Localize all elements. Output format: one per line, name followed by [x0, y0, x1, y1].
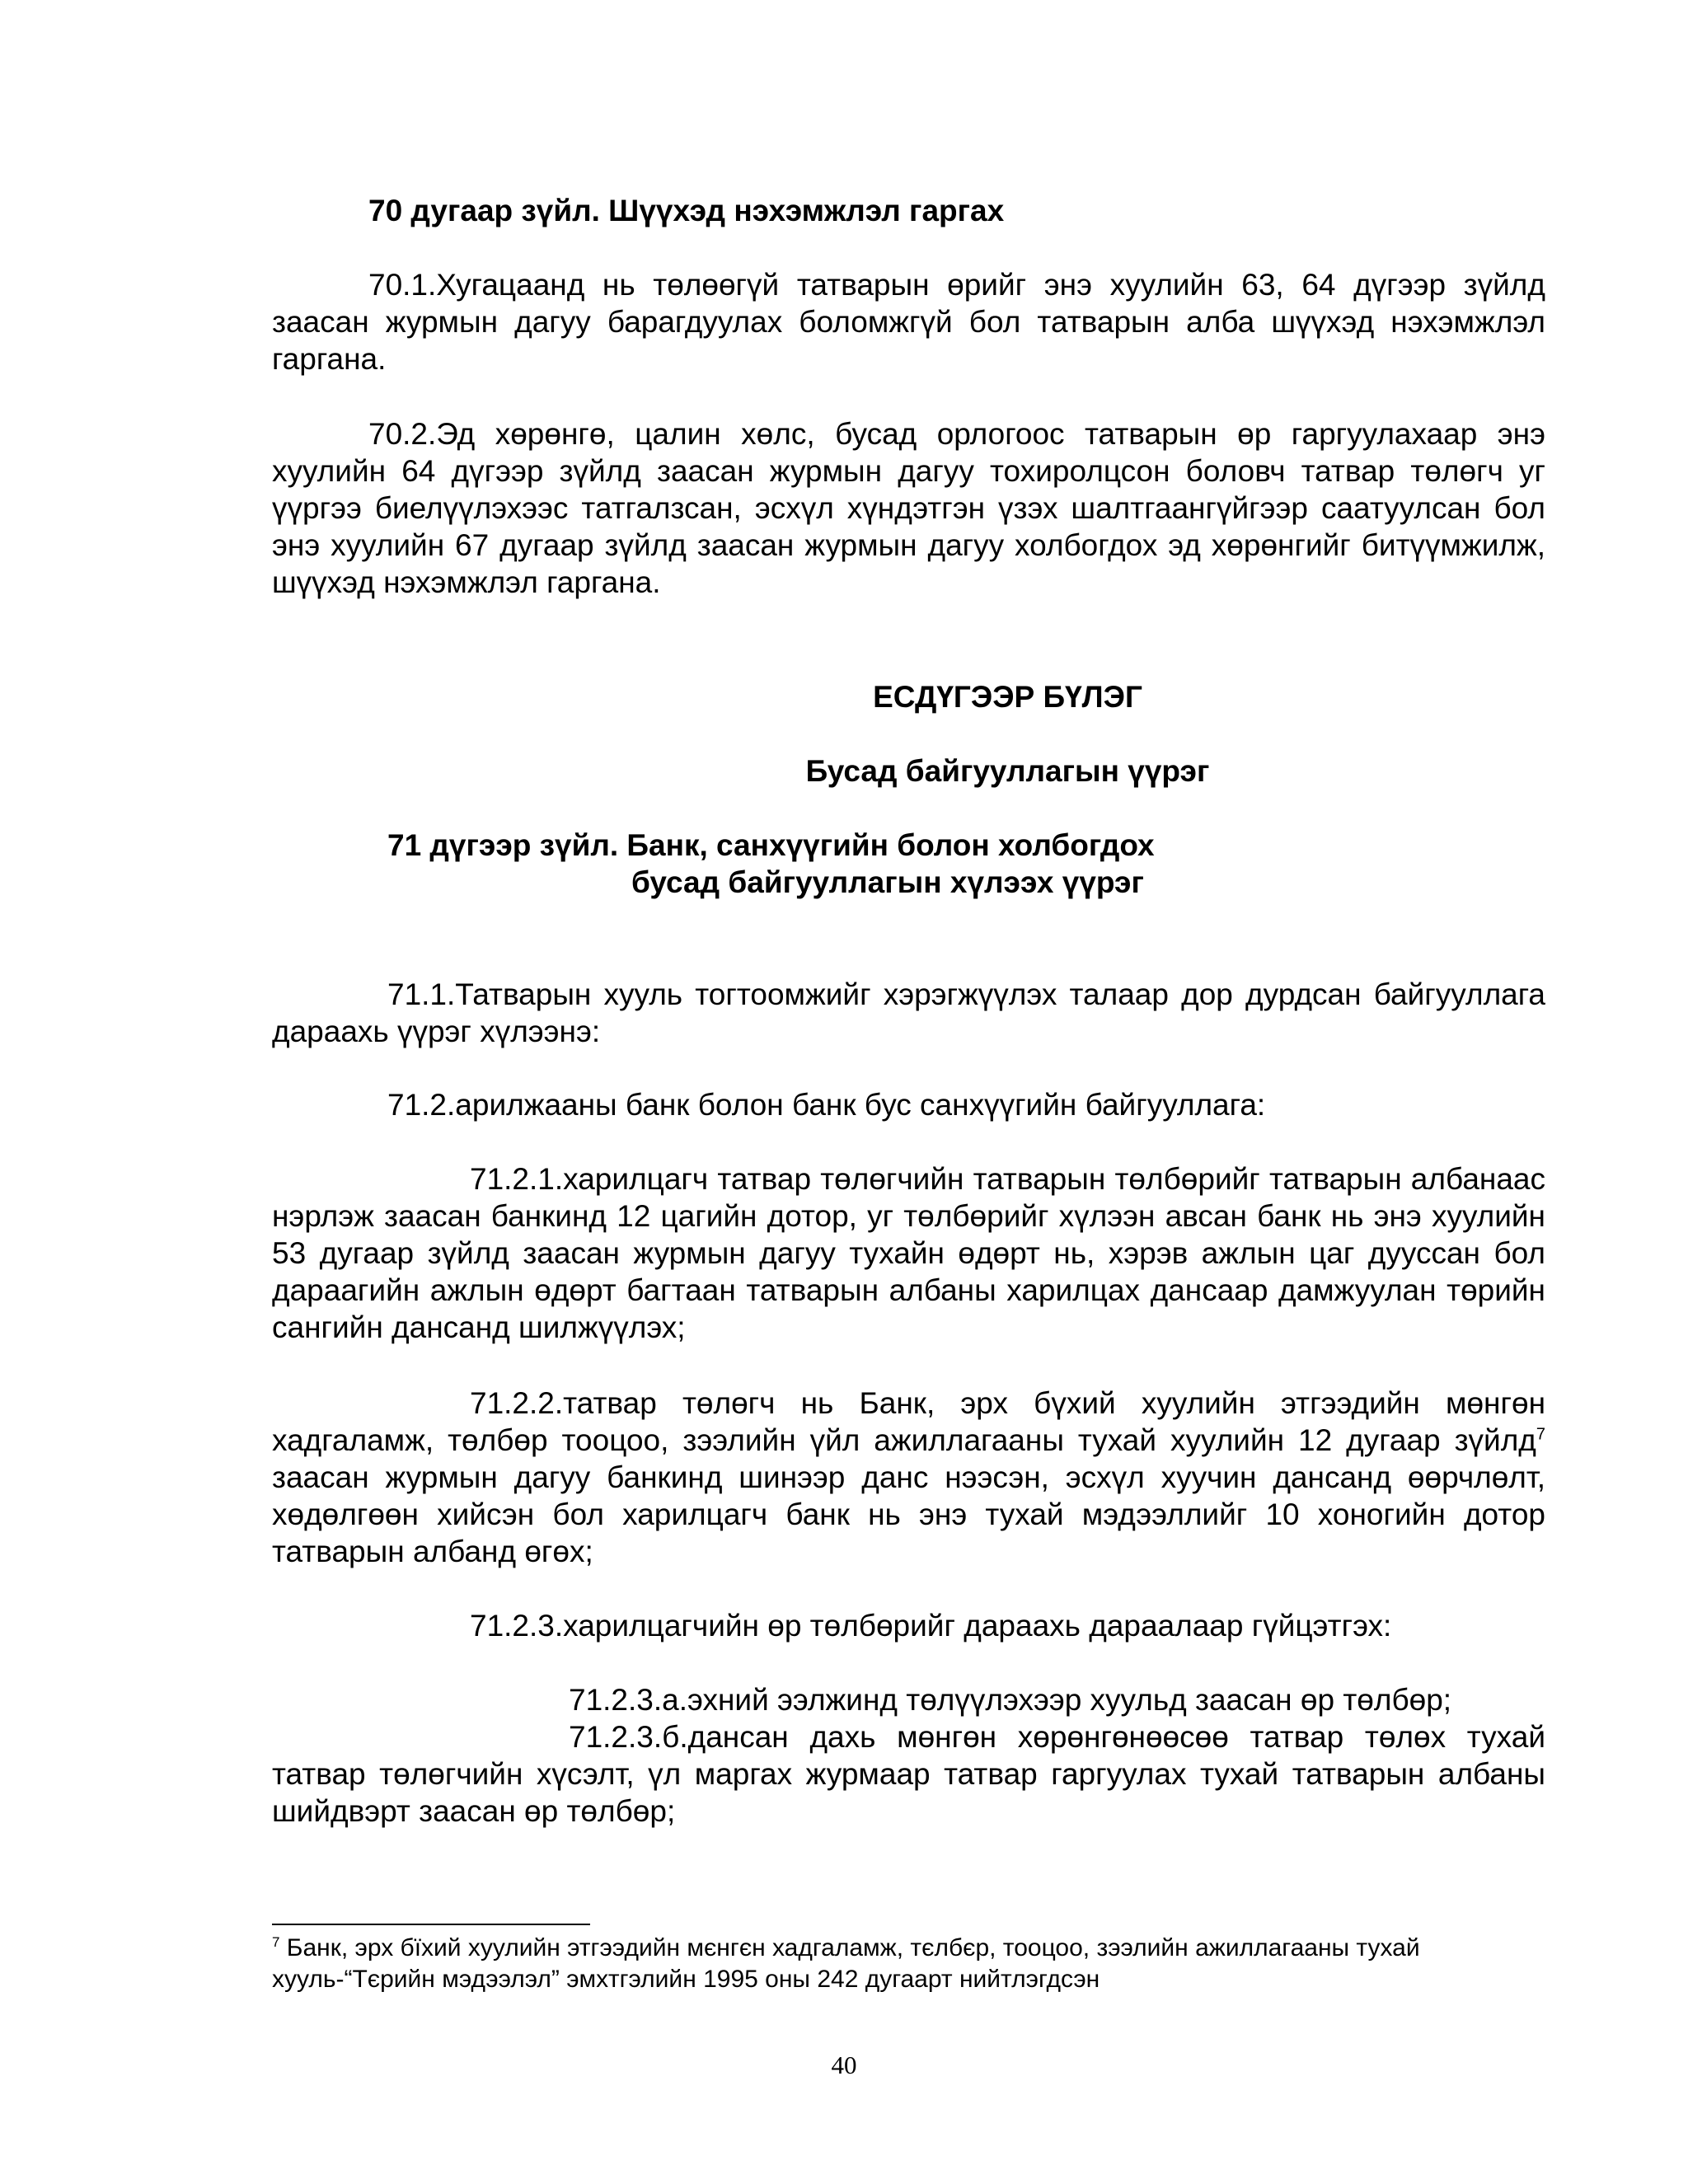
paragraph-71-2-2-text-b: заасан журмын дагуу банкинд шинээр данс нээсэн, эсхүл хуучин дансанд өөрчлөлт, хөдөлгөөн хийсэн бол харилцагч банк нь энэ тухай мэдээллийг 10 хоногийн дотор татварын албанд өгөх; [272, 1460, 1545, 1568]
paragraph-70-1: 70.1.Хугацаанд нь төлөөгүй татварын өрийг энэ хуулийн 63, 64 дүгээр зүйлд заасан журмын дагуу барагдуулах боломжгүй бол татварын алба шүүхэд нэхэмжлэл гаргана. [272, 268, 1545, 376]
chapter-number: ЕСДҮГЭЭР БҮЛЭГ [873, 680, 1142, 714]
paragraph-71-2-3-a: 71.2.3.а.эхний ээлжинд төлүүлэхээр хуульд заасан өр төлбөр; [569, 1683, 1452, 1717]
footnote-mark: 7 [272, 1934, 280, 1950]
footnote-reference: 7 [1536, 1425, 1545, 1444]
paragraph-71-1: 71.1.Татварын хууль тогтоомжийг хэрэгжүүлэх талаар дор дурдсан байгууллага дараахь үүрэг хүлээнэ: [272, 977, 1545, 1048]
paragraph-71-2-1: 71.2.1.харилцагч татвар төлөгчийн татварын төлбөрийг татварын албанаас нэрлэж заасан банкинд 12 цагийн дотор, уг төлбөрийг хүлээн авсан банк нь энэ хуулийн 53 дугаар зүйлд заасан журмын дагуу тухайн өдөрт нь, хэрэв ажлын цаг дууссан бол дараагийн ажлын өдөрт багтаан татварын албаны харилцах дансаар дамжуулан төрийн сангийн дансанд шилжүүлэх; [272, 1162, 1545, 1344]
footnote-divider [272, 1924, 590, 1925]
chapter-title: Бусад байгууллагын үүрэг [805, 754, 1210, 788]
paragraph-71-2-2 [272, 1385, 1545, 1570]
footnote-text: Банк, эрх бїхий хуулийн этгээдийн мєнгєн хадгаламж, тєлбєр, тооцоо, зээлийн ажиллагааны тухай хууль-“Тєрийн мэдээлэл” эмхтгэлийн 1995 оны 242 дугаарт нийтлэгдсэн [272, 1934, 1420, 1993]
article-71-heading-line2: бусад байгууллагын хүлээх үүрэг [631, 865, 1144, 899]
page-number: 40 [831, 2050, 857, 2079]
article-70-heading: 70 дугаар зүйл. Шүүхэд нэхэмжлэл гаргах [368, 194, 1005, 227]
paragraph-71-2-3-b: 71.2.3.б.дансан дахь мөнгөн хөрөнгөнөөсөө татвар төлөх тухай татвар төлөгчийн хүсэлт, үл маргах журмаар татвар гаргуулах тухай татварын албаны шийдвэрт заасан өр төлбөр; [272, 1720, 1545, 1828]
paragraph-71-2: 71.2.арилжааны банк болон банк бус санхүүгийн байгууллага: [387, 1088, 1266, 1122]
footnote [272, 1933, 1558, 1995]
paragraph-70-2: 70.2.Эд хөрөнгө, цалин хөлс, бусад орлогоос татварын өр гаргуулахаар энэ хуулийн 64 дүгээр зүйлд заасан журмын дагуу тохиролцсон боловч татвар төлөгч уг үүргээ биелүүлэхээс татгалзсан, эсхүл хүндэтгэн үзэх шалтгаангүйгээр саатуулсан бол энэ хуулийн 67 дугаар зүйлд заасан журмын дагуу холбогдох эд хөрөнгийг битүүмжилж, шүүхэд нэхэмжлэл гаргана. [272, 417, 1545, 599]
paragraph-71-2-3: 71.2.3.харилцагчийн өр төлбөрийг дараахь дараалаар гүйцэтгэх: [470, 1609, 1392, 1643]
paragraph-71-2-2-text-a: 71.2.2.татвар төлөгч нь Банк, эрх бүхий хуулийн этгээдийн мөнгөн хадгаламж, төлбөр тооцоо, зээлийн үйл ажиллагааны тухай хуулийн 12 дугаар зүйлд [272, 1386, 1545, 1457]
article-71-heading-line1: 71 дүгээр зүйл. Банк, санхүүгийн болон холбогдох [387, 828, 1155, 862]
